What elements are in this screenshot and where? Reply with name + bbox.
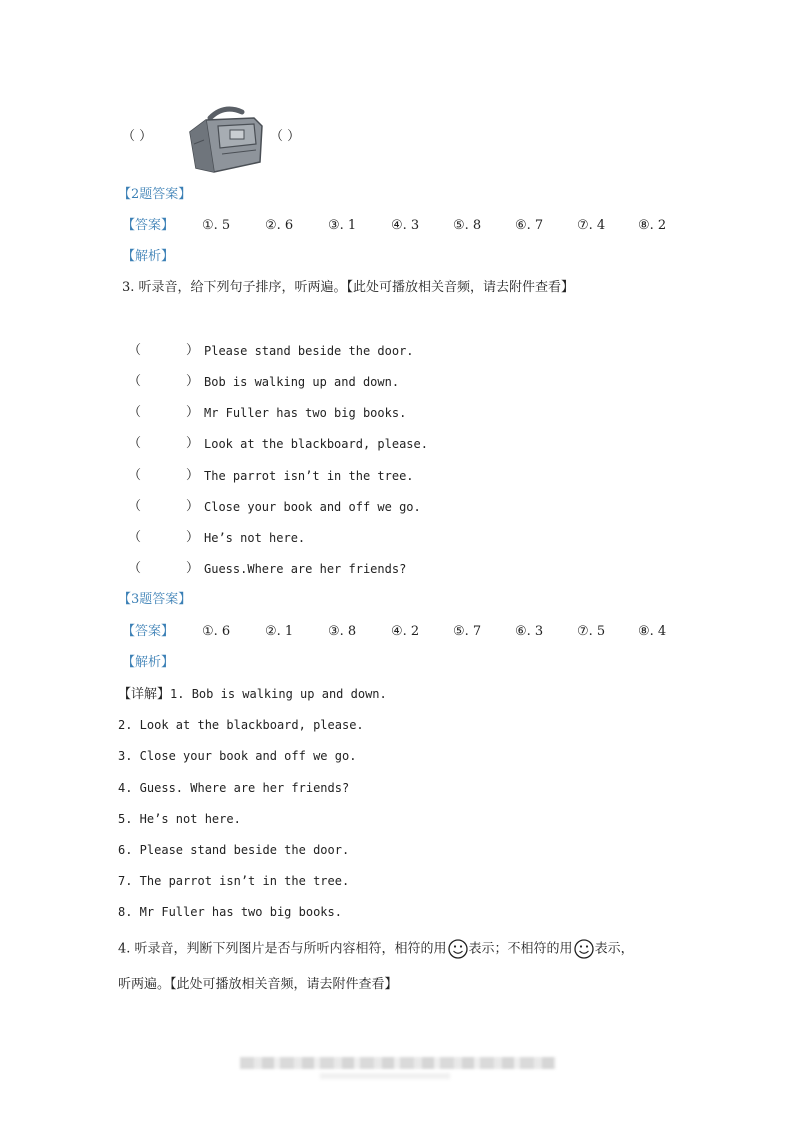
q2-answer-item: ⑥. 7 bbox=[515, 218, 544, 233]
answer-blank-right[interactable]: （ ） bbox=[270, 129, 301, 144]
q2-answer-item: ③. 1 bbox=[328, 218, 357, 233]
q3-detail-line bbox=[118, 685, 387, 704]
q3-detail-line: 6. Please stand beside the door. bbox=[118, 843, 350, 857]
q3-answer-row bbox=[122, 623, 682, 641]
q3-answer-item: ②. 1 bbox=[265, 624, 294, 639]
q3-detail-line: 8. Mr Fuller has two big books. bbox=[118, 905, 342, 919]
q3-analysis-label: 【解析】 bbox=[122, 655, 175, 670]
q3-answer-item: ①. 6 bbox=[202, 624, 231, 639]
q4-title-line bbox=[118, 938, 634, 961]
paren-close: ） bbox=[186, 374, 200, 389]
q2-answer-label: 【答案】 bbox=[122, 218, 175, 233]
q2-answer-item: ①. 5 bbox=[202, 218, 231, 233]
paren-close: ） bbox=[186, 405, 200, 420]
paren-open: （ bbox=[128, 468, 142, 483]
q3-answer-item: ⑥. 3 bbox=[515, 624, 544, 639]
paren-open: （ bbox=[128, 405, 142, 420]
q3-detail-line: 5. He’s not here. bbox=[118, 812, 241, 826]
q3-answer-item: ⑦. 5 bbox=[577, 624, 606, 639]
q4-text-c: 表示， bbox=[594, 941, 634, 957]
q3-answer-item: ④. 2 bbox=[391, 624, 420, 639]
smiley-face-icon bbox=[574, 938, 594, 960]
q3-detail-line: 7. The parrot isn’t in the tree. bbox=[118, 874, 350, 888]
q4-text-a: 4. 听录音，判断下列图片是否与所听内容相符，相符的用 bbox=[118, 941, 447, 957]
paren-close: ） bbox=[186, 436, 200, 451]
q2-answer-item: ⑧. 2 bbox=[638, 218, 667, 233]
paren-close: ） bbox=[186, 530, 200, 545]
paren-open: （ bbox=[128, 374, 142, 389]
q3-sentence: Please stand beside the door. bbox=[204, 344, 414, 358]
paren-close: ） bbox=[186, 561, 200, 576]
q3-title: 3. 听录音，给下列句子排序，听两遍。【此处可播放相关音频，请去附件查看】 bbox=[122, 280, 575, 295]
paren-close: ） bbox=[186, 468, 200, 483]
q3-sentence: Mr Fuller has two big books. bbox=[204, 406, 407, 420]
q3-answer-header: 【3题答案】 bbox=[118, 592, 192, 607]
paren-open: （ bbox=[128, 436, 142, 451]
q3-answer-item: ⑧. 4 bbox=[638, 624, 667, 639]
q3-sentence: Bob is walking up and down. bbox=[204, 375, 400, 389]
q2-answer-row bbox=[122, 217, 682, 235]
q3-sentence: Close your book and off we go. bbox=[204, 500, 421, 514]
q3-detail-label: 【详解】 bbox=[118, 687, 171, 702]
q3-detail-text: 1. Bob is walking up and down. bbox=[170, 687, 387, 701]
q3-answer-item: ⑤. 7 bbox=[453, 624, 482, 639]
q2-answer-item: ②. 6 bbox=[265, 218, 294, 233]
q3-sentence: Guess.Where are her friends? bbox=[204, 562, 407, 576]
blurred-footer bbox=[240, 1057, 556, 1069]
q3-sentence: He’s not here. bbox=[204, 531, 306, 545]
q3-sentence: Look at the blackboard, please. bbox=[204, 437, 428, 451]
q3-detail-line: 4. Guess. Where are her friends? bbox=[118, 781, 350, 795]
q3-answer-label: 【答案】 bbox=[122, 624, 175, 639]
q2-analysis-label: 【解析】 bbox=[122, 249, 175, 264]
paren-open: （ bbox=[128, 343, 142, 358]
q3-sentence: The parrot isn’t in the tree. bbox=[204, 469, 414, 483]
blurred-footer-sub bbox=[320, 1073, 450, 1079]
q4-title-line2: 听两遍。【此处可播放相关音频，请去附件查看】 bbox=[118, 977, 398, 992]
paren-open: （ bbox=[128, 499, 142, 514]
q2-answer-item: ④. 3 bbox=[391, 218, 420, 233]
q3-detail-line: 2. Look at the blackboard, please. bbox=[118, 718, 364, 732]
school-bag-icon bbox=[184, 104, 266, 176]
smiley-face-icon bbox=[448, 938, 468, 960]
answer-blank-left[interactable]: （ ） bbox=[122, 129, 153, 144]
paren-open: （ bbox=[128, 530, 142, 545]
paren-close: ） bbox=[186, 343, 200, 358]
q2-answer-item: ⑤. 8 bbox=[453, 218, 482, 233]
paren-close: ） bbox=[186, 499, 200, 514]
q4-text-b: 表示；不相符的用 bbox=[468, 941, 573, 957]
paren-open: （ bbox=[128, 561, 142, 576]
q3-answer-item: ③. 8 bbox=[328, 624, 357, 639]
q3-detail-line: 3. Close your book and off we go. bbox=[118, 749, 357, 763]
q2-answer-header: 【2题答案】 bbox=[118, 187, 192, 202]
q2-answer-item: ⑦. 4 bbox=[577, 218, 606, 233]
